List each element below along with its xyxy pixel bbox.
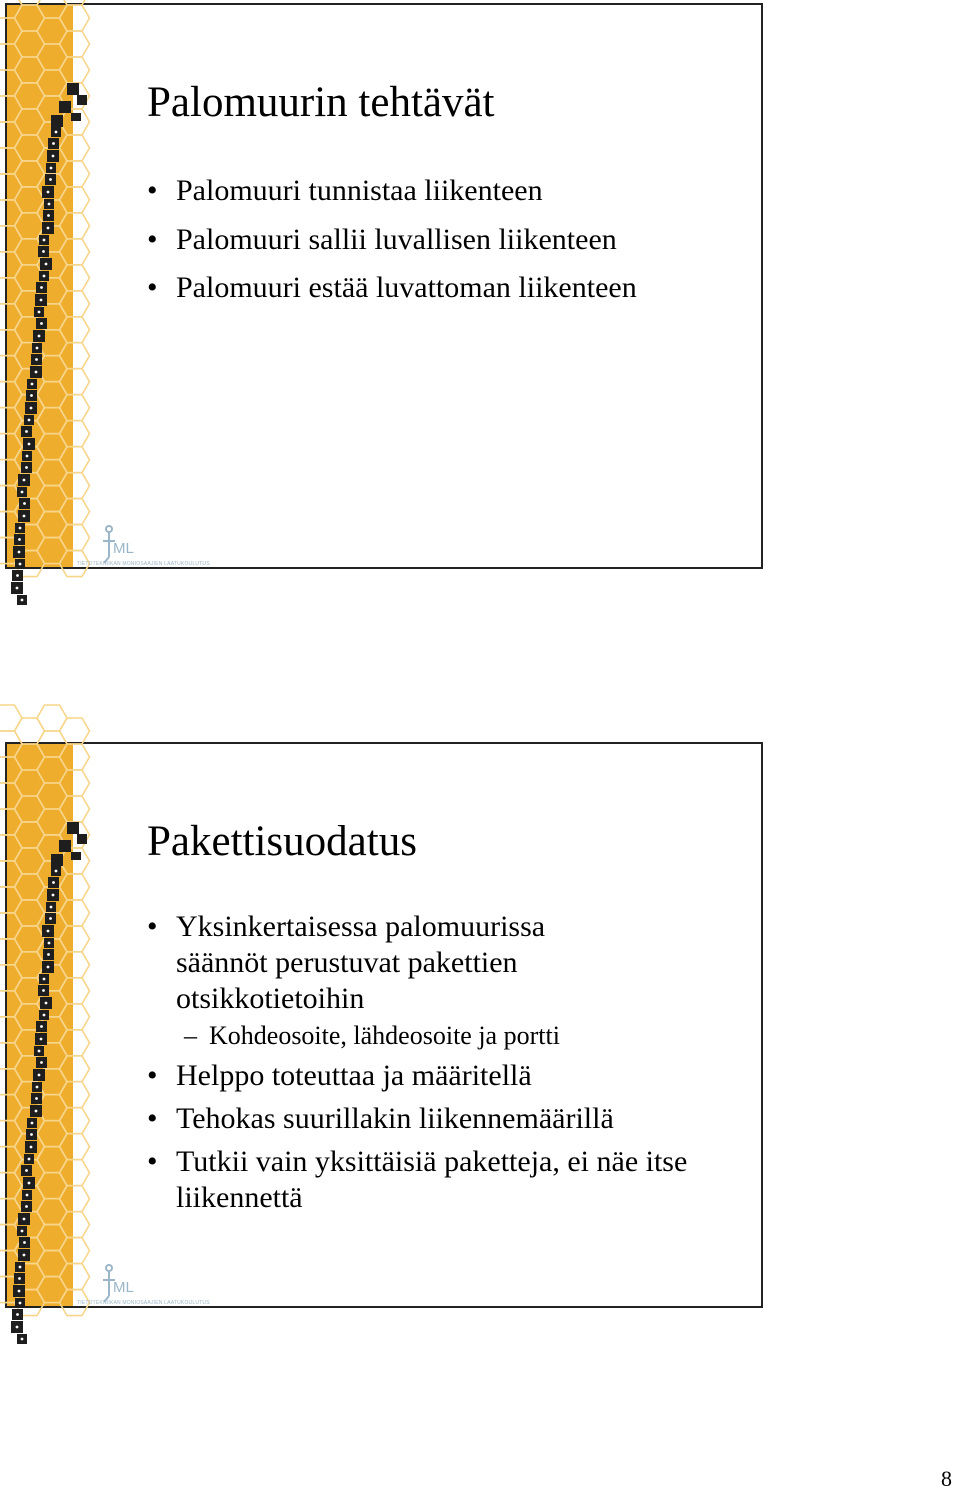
dice-pip [23,479,26,482]
dice-pip [35,1097,38,1100]
dice-pip [26,455,29,458]
dice-pip [23,515,26,518]
dice-pip [55,131,58,134]
dice-pip [30,1146,33,1149]
dice-pip [47,227,50,230]
dice-pip [16,1326,19,1329]
logo-mark: ML [113,540,134,557]
dice-pip [40,1061,43,1064]
dice-pip [21,1230,24,1233]
dice-pip [16,1313,19,1316]
bullet-marker: • [147,1059,158,1092]
dice-pip [49,178,52,181]
dice-pip [43,978,46,981]
dice-pip [52,881,55,884]
page-number: 8 [941,1466,952,1491]
dice-block [71,852,81,860]
dice-block [51,854,63,866]
dice-pip [25,1205,28,1208]
dice-pip [35,358,38,361]
dice-block [59,101,71,113]
bullet-list [147,909,707,1223]
bullet-marker: • [147,271,158,304]
dice-pip [52,155,55,158]
dice-pip [21,1338,24,1341]
dice-pip [49,917,52,920]
honeycomb-strip [7,5,73,567]
logo-mark: ML [113,1279,134,1296]
bullet-marker: • [147,910,158,943]
sub-item-text: Kohdeosoite, lähdeosoite ja portti [209,1021,560,1050]
dice-pip [40,1025,43,1028]
bullet-marker: • [147,1145,158,1178]
dice-pip [47,191,50,194]
ml-logo-icon [77,1262,147,1302]
dice-pip [40,1038,43,1041]
dice-pip [47,966,50,969]
list-item [147,173,707,209]
dice-pip [23,1241,26,1244]
dice-pip [30,407,33,410]
dice-pip [19,527,22,530]
dice-pip [52,142,55,145]
dice-pip [43,275,46,278]
dice-figure-icon [7,744,97,1310]
dice-figure-icon [7,5,97,571]
ml-logo-icon [77,523,147,563]
bullet-marker: • [147,1102,158,1135]
dice-pip [38,1074,41,1077]
dice-pip [50,906,53,909]
dice-pip [16,587,19,590]
dice-pip [19,1266,22,1269]
list-item [147,1058,707,1094]
dice-pip [16,574,19,577]
sub-list-item [147,1021,707,1051]
logo-caption: TIETOTEKNIIKAN MONIOSAAJIEN LAATUKOULUTUS [77,1300,210,1306]
list-item [147,1101,707,1137]
dice-pip [36,1086,39,1089]
logo-caption: TIETOTEKNIIKAN MONIOSAAJIEN LAATUKOULUTUS [77,561,210,567]
dash-marker: – [184,1021,197,1050]
bullet-text: Helppo toteuttaa ja määritellä [176,1059,532,1092]
dice-pip [28,1158,31,1161]
list-item [147,1144,707,1216]
bullet-text: Yksinkertaisessa palomuurissa säännöt perustuvat pakettien otsikkotietoihin [176,910,546,1015]
bullet-marker: • [147,222,158,256]
dice-pip [28,419,31,422]
honeycomb-strip [7,744,73,1306]
sub-list [176,1021,707,1051]
dice-pip [48,203,51,206]
dice-pip [42,989,45,992]
dice-block [59,840,71,852]
dice-block [51,115,63,127]
dice-pip [50,167,53,170]
dice-pip [43,239,46,242]
bullet-marker: • [147,174,158,207]
dice-pip [38,1050,41,1053]
dice-pip [55,870,58,873]
list-item [147,222,707,258]
dice-block [71,113,81,121]
dice-pip [35,371,38,374]
bullet-text: Palomuuri sallii luvallisen liikenteen [176,222,617,256]
dice-pip [21,491,24,494]
dice-pip [23,1218,26,1221]
dice-block [77,834,87,844]
dice-pip [18,1290,21,1293]
dice-pip [25,1169,28,1172]
dice-pip [25,430,28,433]
dice-pip [18,538,21,541]
dice-pip [21,599,24,602]
dice-pip [40,299,43,302]
dice-pip [25,466,28,469]
slide-1 [5,3,763,569]
dice-pip [40,286,43,289]
dice-pip [30,394,33,397]
bullet-text: Palomuuri estää luvattoman liikenteen [176,271,637,304]
logo [77,1262,210,1308]
dice-pip [28,443,31,446]
dice-pip [42,250,45,253]
list-item [147,909,707,1051]
dice-pip [18,551,21,554]
dice-pip [52,894,55,897]
dice-pip [28,1182,31,1185]
honeycomb-cell [0,705,22,731]
dice-pip [48,942,51,945]
dice-pip [47,930,50,933]
dice-pip [43,1014,46,1017]
dice-pip [47,214,50,217]
dice-pip [31,1122,34,1125]
dice-pip [23,1254,26,1257]
dice-pip [30,1133,33,1136]
dice-pip [36,347,39,350]
bullet-text: Tutkii vain yksittäisiä paketteja, ei näe itse liikennettä [176,1145,688,1214]
logo [77,523,210,569]
dice-block [67,83,79,95]
dice-pip [31,383,34,386]
dice-pip [45,1002,48,1005]
dice-pip [38,311,41,314]
dice-pip [47,953,50,956]
list-item [147,270,707,306]
slide-title: Pakettisuodatus [147,818,417,865]
bullet-text: Palomuuri tunnistaa liikenteen [176,174,543,207]
dice-block [77,95,87,105]
slide-2 [5,742,763,1308]
dice-pip [40,322,43,325]
dice-pip [45,263,48,266]
dice-pip [18,1277,21,1280]
dice-block [67,822,79,834]
dice-pip [38,335,41,338]
dice-pip [19,563,22,566]
bullet-text: Tehokas suurillakin liikennemäärillä [176,1102,614,1135]
dice-pip [23,502,26,505]
dice-pip [35,1110,38,1113]
slide-title: Palomuurin tehtävät [147,79,495,126]
dice-pip [26,1194,29,1197]
dice-pip [19,1302,22,1305]
bullet-list [147,173,707,319]
honeycomb-cell [60,718,90,744]
